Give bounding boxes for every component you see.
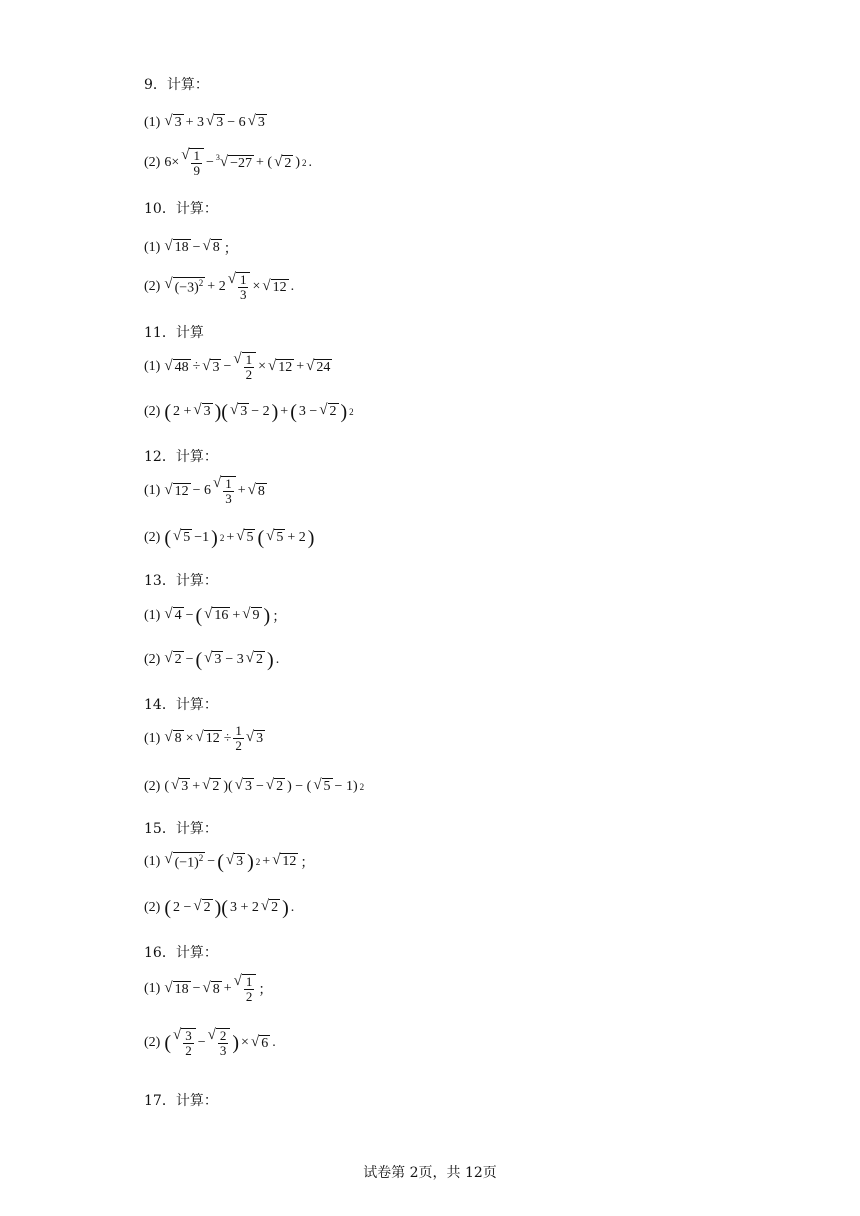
q13-part2: (2) √ 2 − ( √ 3 − 3 √ 2 ) . <box>144 649 280 671</box>
question-12: 12．计算： <box>144 449 218 465</box>
question-14: 14．计算： <box>144 697 218 713</box>
q12-part2: (2) ( √ 5 −1 ) 2 + √ 5 ( √ 5 + 2 ) <box>144 527 315 549</box>
question-16: 16．计算： <box>144 945 218 961</box>
q15-part2: (2) ( 2 − √ 2 )( 3 + 2 √ 2 ) . <box>144 897 295 919</box>
q15-part1: (1) √ $(-1)^2$ − ( √ 3 ) 2 + √ 12 ； <box>144 851 315 873</box>
q9-part1: (1) √ 3 + 3 √ 3 − 6 √ 3 <box>144 113 265 130</box>
q10-part2: (2) √ $(-3)^2$ + 2 √ $\frac{1}{3}$ × √ 12 . <box>144 271 295 303</box>
q16-part2: (2) ( √ $\frac{3}{2}$ − √ $\frac{2}{3}$ ) × √ 6 . <box>144 1027 276 1059</box>
page-footer: 试卷第 2页，共 12页 <box>363 1165 497 1181</box>
q13-part1: (1) √ 4 − ( √ 16 + √ 9 ) ； <box>144 605 287 627</box>
question-15: 15．计算： <box>144 821 218 837</box>
q10-part1: (1) √ 18 − √ 8 ； <box>144 238 238 257</box>
q11-part2: (2) ( 2 + √ 3 )( √ 3 − 2 ) + ( 3 − √ 2 ) 2 <box>144 401 354 423</box>
question-17: 17．计算： <box>144 1093 218 1109</box>
q9-part2: (2) 6× √ $\frac{1}{9}$ − 3 √ −27 + ( √ 2 ) 2 . <box>144 147 312 179</box>
q14-part1: (1) √ 8 × √ 12 ÷ $\frac{1}{2}$ √ 3 <box>144 723 264 754</box>
q12-part1: (1) √ 12 − 6 √ $\frac{1}{3}$ + √ 8 <box>144 475 265 507</box>
question-13: 13．计算： <box>144 573 218 589</box>
question-heading: 9．计算： <box>144 77 209 93</box>
q14-part2: (2) ( √ 3 + √ 2 )( √ 3 − √ 2 ) − ( √ 5 − 1) 2 <box>144 777 365 794</box>
question-11: 11．计算 <box>144 325 204 341</box>
q16-part1: (1) √ 18 − √ 8 + √ $\frac{1}{2}$ ； <box>144 973 273 1005</box>
q11-part1: (1) √ 48 ÷ √ 3 − √ $\frac{1}{2}$ × √ 12 + √ 24 <box>144 351 331 383</box>
question-10: 10．计算： <box>144 201 218 217</box>
question-9 <box>144 74 209 94</box>
